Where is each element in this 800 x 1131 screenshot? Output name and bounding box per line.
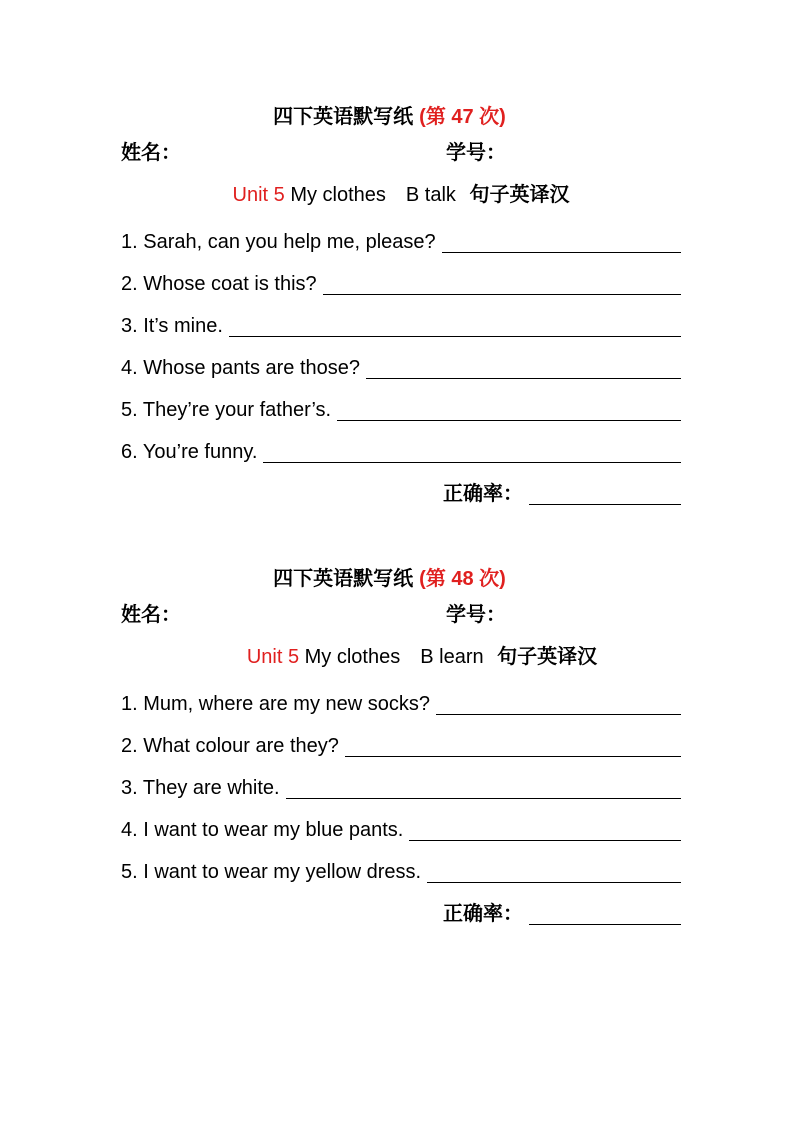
sentence-item bbox=[121, 762, 681, 804]
score-row bbox=[121, 888, 681, 930]
topic-label: My clothes bbox=[290, 184, 386, 206]
sheet-title bbox=[98, 564, 681, 594]
student-info-row bbox=[121, 594, 681, 636]
sheet-title-text: 四下英语默写纸 bbox=[273, 106, 414, 128]
sheet-number: (第 48 次) bbox=[419, 568, 506, 590]
sentence-text: 4. I want to wear my blue pants. bbox=[121, 819, 404, 841]
sentence-text: 5. They’re your father’s. bbox=[121, 399, 332, 421]
answer-line[interactable] bbox=[366, 377, 681, 379]
name-label: 姓名： bbox=[121, 604, 181, 626]
answer-line[interactable] bbox=[286, 797, 681, 799]
name-label: 姓名： bbox=[121, 142, 181, 164]
sheet-title-text: 四下英语默写纸 bbox=[273, 568, 414, 590]
part-label: B learn bbox=[420, 646, 484, 668]
sentence-item bbox=[121, 804, 681, 846]
answer-line[interactable] bbox=[323, 293, 681, 295]
dictation-sheet-48 bbox=[121, 564, 681, 930]
sentence-item bbox=[121, 342, 681, 384]
unit-label: Unit 5 bbox=[246, 646, 300, 668]
sentence-item bbox=[121, 426, 681, 468]
part-label: B talk bbox=[405, 184, 456, 206]
answer-line[interactable] bbox=[442, 251, 681, 253]
score-line[interactable] bbox=[529, 503, 681, 505]
answer-line[interactable] bbox=[337, 419, 681, 421]
sentence-text: 4. Whose pants are those? bbox=[121, 357, 361, 379]
sheet-number: (第 47 次) bbox=[419, 106, 506, 128]
topic-label: My clothes bbox=[304, 646, 401, 668]
answer-line[interactable] bbox=[345, 755, 681, 757]
score-label: 正确率： bbox=[443, 903, 523, 925]
score-line[interactable] bbox=[529, 923, 681, 925]
sentence-text: 5. I want to wear my yellow dress. bbox=[121, 861, 422, 883]
sentence-item bbox=[121, 678, 681, 720]
sentence-text: 2. What colour are they? bbox=[121, 735, 339, 757]
sentence-item bbox=[121, 384, 681, 426]
sentence-text: 2. Whose coat is this? bbox=[121, 273, 317, 295]
sentence-text: 3. They are white. bbox=[121, 777, 280, 799]
answer-line[interactable] bbox=[263, 461, 681, 463]
student-id-label: 学号： bbox=[446, 604, 506, 626]
answer-line[interactable] bbox=[436, 713, 681, 715]
sentence-text: 6. You’re funny. bbox=[121, 441, 258, 463]
sentence-text: 1. Sarah, can you help me, please? bbox=[121, 231, 436, 253]
sentence-item bbox=[121, 720, 681, 762]
dictation-sheet-47 bbox=[121, 102, 681, 510]
task-label: 句子英译汉 bbox=[497, 646, 598, 668]
unit-subtitle bbox=[121, 636, 681, 678]
sentence-item bbox=[121, 846, 681, 888]
answer-line[interactable] bbox=[229, 335, 681, 337]
sentence-item bbox=[121, 216, 681, 258]
sentence-text: 1. Mum, where are my new socks? bbox=[121, 693, 430, 715]
student-info-row bbox=[121, 132, 681, 174]
student-id-label: 学号： bbox=[446, 142, 506, 164]
unit-subtitle bbox=[121, 174, 681, 216]
task-label: 句子英译汉 bbox=[469, 184, 570, 206]
score-label: 正确率： bbox=[443, 483, 523, 505]
sentence-text: 3. It’s mine. bbox=[121, 315, 223, 337]
sentence-item bbox=[121, 258, 681, 300]
answer-line[interactable] bbox=[409, 839, 681, 841]
answer-line[interactable] bbox=[427, 881, 681, 883]
score-row bbox=[121, 468, 681, 510]
sentence-item bbox=[121, 300, 681, 342]
unit-label: Unit 5 bbox=[232, 184, 285, 206]
sheet-title bbox=[98, 102, 681, 132]
